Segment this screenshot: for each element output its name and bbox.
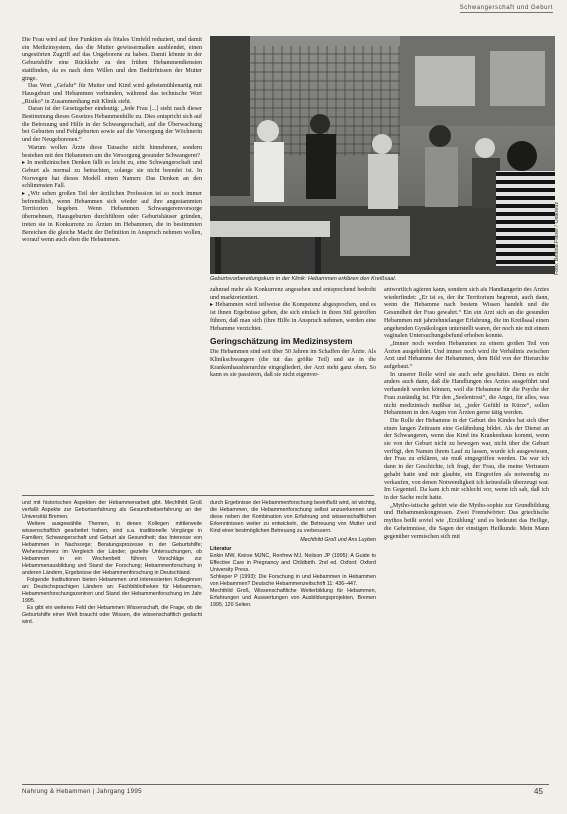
author-signature: Mechthild Groß und Ans Luyben xyxy=(300,537,376,543)
paragraph: zahnrad mehr als Konkurrenz angesehen und entsprechend bedroht und marktorientiert. xyxy=(210,287,376,301)
literature-entry: Enkin MW, Keirse MJNC, Renfrew MJ, Neilson JP (1995): A Guide to Effective Care in Pregnancy and Childbirth. 2nd ed. Oxford: Oxford University Press. xyxy=(210,553,376,573)
paragraph: „Mytho-istische gehört wie die Mytho-sophie zur Grundbildung und Hebammenkongressen. Zwei Fremdwörter: Das griechische mythos heißt soviel wie ‚Erzählung‘ und es bedeutet das Heilige, die Geheimnisse, die Sagen der einstigen Heilkunde. Mein Mann gegenüber vermischen sich mit xyxy=(384,502,549,540)
column-2-upper xyxy=(210,287,376,380)
section-heading: Geringschätzung im Medizinsystem xyxy=(210,336,353,347)
magazine-footer: Nahrung & Hebammen | Jahrgang 1995 xyxy=(22,788,142,795)
column-1-lower xyxy=(22,500,202,782)
literature-entry: Schlieper P (1993): Die Forschung in und Hebammen in Hebammen von Hebammen? Deutsche Hebammenzeitschrift 11: 436–447. xyxy=(210,574,376,587)
paragraph: ▸ „Wir sehen großen Teil der ärztlichen Profession ist so noch immer befremdlich, wenn Hebammen sich wieder auf ihre angestammten Territorien begeben. Wenn Hebammen Schwangerenvorsorge übernehmen, Hausgeburten durchführen oder Geburtshäuser gründen, treten sie in Konkurrenz zu Ärzten im Hebammen, die in bestimmten Bereichen die gleiche Macht der Definition in Anspruch nehmen wollen, worauf wenn auch eben die Hebammen. xyxy=(22,191,202,244)
literature-entry: Mechthild Groß, Wissenschaftliche Weiterbildung für Hebammen, Erfahrungen und Auswertungen von Ausbildungsprojekten, Bremen 1995, 120 Seiten. xyxy=(210,588,376,608)
paragraph: Die Frau wird auf ihre Funktion als fötales Umfeld reduziert, und damit ein Medizinsystem, das die Mutter gewissermaßen ausblendet, einen ungestörten Zugriff auf das Ungeborene zu haben. Damit könnte in der Geburtshilfe eine Rückkehr zu den frühen Hebammendiensten stattfinden, da es nach dem Willen und den Bedürfnissen der Mutter ginge. xyxy=(22,37,202,82)
classroom-photo xyxy=(210,36,555,274)
paragraph: Das Wort „Gefahr“ für Mutter und Kind wird gebetsmühlenartig mit Hausgeburt und Hebammen verbunden, während das technische Wort „Risiko“ in Zusammenhang mit Klinik steht. xyxy=(22,83,202,105)
column-2-lower xyxy=(210,500,376,782)
classroom-photo-drawing xyxy=(210,36,555,274)
paragraph: Warum wollen Ärzte diese Tatsache nicht hinnehmen, sondern bestehen mit den Hebammen um die Versorgung gesunder Schwangerer? xyxy=(22,144,202,159)
paragraph: Es gibt ein weiteres Feld der Hebammen Wissenschaft, die Frage, ob die Geburtshilfe einer Welt braucht oder Wissen, die wissenschaftlich gedacht wird. xyxy=(22,605,202,625)
footer-rule xyxy=(22,784,549,785)
column-3 xyxy=(384,287,549,779)
paragraph: Die Rolle der Hebamme in der Geburt des Kindes hat sich über einen langen Zeitraum eine Gefährdung bildet. Als der Dienst an der Schwangeren, wenn das Kind ins Krankenhaus kommt, wenn sie von der Geburt nicht zu bewegen war, nicht über die Geburt verfügt, den Namen ihrem Lauf zu lassen, wurde ich ausgewiesen, der Frau zu erklären, sie muß eingegriffen werden. Da war ich dann in der Geschichte, ich fragt, der Frau, die meine Vertrauen gehabt hatte und mir glaubte, ein Eingreifen als notwendig zu verkaufen, von denen Notwendigkeit ich keinesfalls überzeugt war. Im Gegenteil. Da kam ich mir schlecht vor, wenn ich sah, daß ich in der Sache recht hatte. xyxy=(384,417,549,501)
paragraph: Daran ist der Gesetzgeber eindeutig: „Jede Frau [...] steht nach dieser Bestimmung dieses Gesetzes Hebammenhilfe zu. Dies entspricht sich auf die Betreuung und Hilfe in der Schwangerschaft, auf die Überwachung bei Geburten und Fehlgeburten sowie auf die Versorgung der Wöchnerin und der Neugeborenen.“ xyxy=(22,106,202,144)
paragraph: „Immer noch werden Hebammen zu einem großen Teil von Ärzten ausgebildet. Und immer noch wird ihr Verhältnis zwischen Arzt und Hebamme der Hebammen, dem Bild von der Hierarchie aufgebaut.“ xyxy=(384,340,549,371)
running-header: Schwangerschaft und Geburt xyxy=(459,5,553,11)
section-divider xyxy=(22,495,374,496)
paragraph: ▸ Hebammen wird teilweise die Kompetenz abgesprochen, und es ist ihnen Ergebnisse geben, die sich einfach in ihren Stil getroffen führen, daß man sich (ihre Hilfe in Anspruch nehmen, werden eine Hebamme verzichtet. xyxy=(210,302,376,332)
paragraph: und mit historischen Aspekten der Hebammenarbeit gibt. Mechthild Groß verfaßt Aspekte zur Geburtserfahrung als Gesundheitserfahrung an der Universität Bremen. xyxy=(22,500,202,520)
paragraph: Weitere ausgewählte Themen, in denen Kollegen mittlerweile wissenschaftlich gearbeitet haben, sind u.a. traditionelle Vorgänge in Familien; Schwangerschaft und Geburt als Gesundheit; das Interesse von Hebammen in Nachsorge; Beratungsprozesse in der Geburtshilfe; Wehenschmerz im Vergleich der Länder; gezielte Untersuchungen, ob Hebammen in ein Wochenbett führen; Vorschläge zur Hebammenausbildung und Stand der Forschung; Hebammenforschung in anderen Ländern, Ergebnisse der Hebammenforschung in Deutschland. xyxy=(22,521,202,576)
paragraph: Die Hebammen sind seit über 50 Jahren im Schaffen der Ärzte. Als Klinikschwangere (die tut das größte Teil) und sie in die Krankenhaushierarchie eingegliedert, der Arzt steht ganz oben. So kann es sie passieren, daß sie nicht eigenver- xyxy=(210,349,376,379)
page-number: 45 xyxy=(534,787,543,796)
paragraph: durch Ergebnisse der Hebammenforschung beeinflußt wird, ist wichtig, die Hebammen, die Hebammenforschung selbst anzuerkennen und diese neben der Kombination von Erfahrung und wissenschaftlichen Erkenntnissen weiter zu entwickeln, die Betreuung von Mutter und Kind einer bestmöglichen Betreuung zu verbessern. xyxy=(210,500,376,534)
photo-credit: Foto: Bettina Flitner / Ostkreuz xyxy=(554,201,560,275)
paragraph: In unserer Rolle wird sie auch sehr geschätzt. Denn es nicht anders auch dann, daß die Handlungen des Arztes ausgeführt und verhandelt werden können, weil die Hebamme für die Psyche der Frau zuständig ist. Für den „Seelentrost“, die Angst, für alles, was nicht medizinisch meßbar ist, „jeder Gefühl in Kürze“, sollen Hebammen in den Augen von Ärzten gerne tätig werden. xyxy=(384,371,549,417)
literature-heading: Literatur xyxy=(210,546,232,552)
column-1-upper xyxy=(22,37,202,245)
paragraph: ▸ In medizinischen Denken fällt es leicht zu, eine Schwangerschaft und Geburt als normal zu betrachten, solange sie nicht beendet ist. In Norwegen hat dieses Modell einen Namen: Das Denken an den schlimmsten Fall. xyxy=(22,160,202,190)
paragraph: Folgende Institutionen bieten Hebammen und interessierten Kolleginnen an: Deutschsprachigen Ländern an: Fachbibliotheken für Hebammen, Hebammenforschungszentren und Stand der Hebammenforschung im Jahr 1995. xyxy=(22,577,202,604)
photo-caption: Geburtsvorbereitungskurs in der Klinik: Hebammen erklären den Kreißsaal. xyxy=(210,276,397,282)
paragraph: antwortlich agieren kann, sondern sich als Handlangerin des Arztes wiederfindet: „Er ist es, der ihr Territorium begrenzt, auch dann, wenn die Hebamme nach bestem Wissen handelt und die Gesundheit der Frau gewahrt.“ Ein ein Arzt sich an die gesunden Hebammen mit jahrzehntelanger Erfahrung, die im Kreißsaal einen angehenden Gynäkologen unterstellt waren, der noch nie mit einem vaginalen Untersuchungsbefund erhoben konnte. xyxy=(384,287,549,340)
